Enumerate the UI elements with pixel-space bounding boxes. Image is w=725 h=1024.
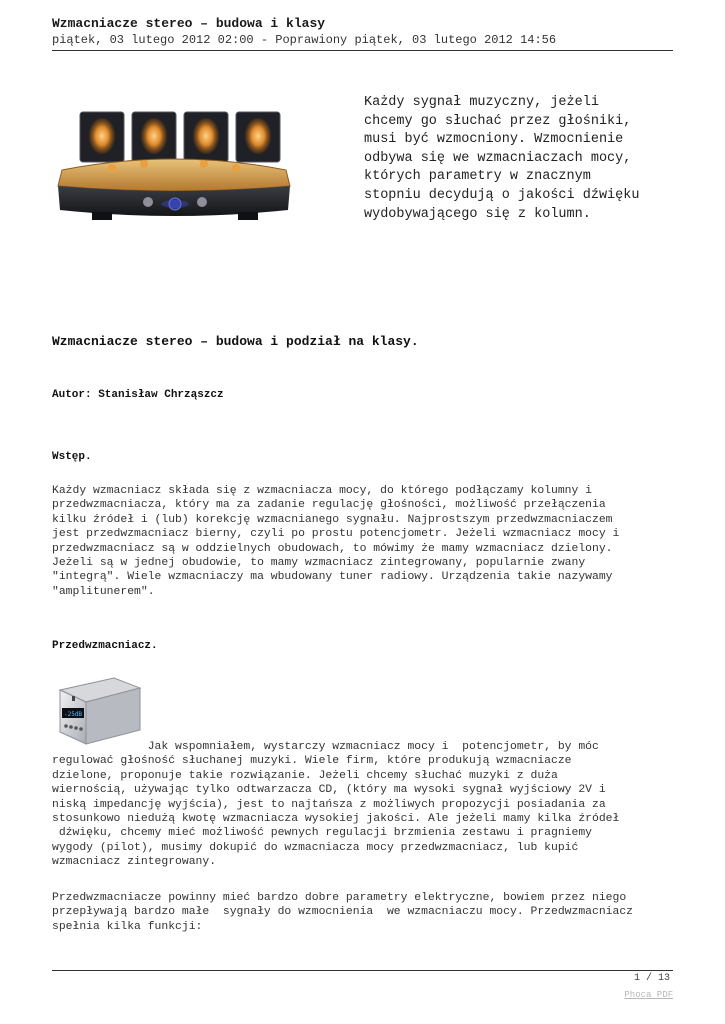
preamp-display-text: -25dB bbox=[63, 711, 83, 718]
phoca-pdf-link[interactable]: Phoca PDF bbox=[624, 990, 673, 1000]
document-date-line: piątek, 03 lutego 2012 02:00 - Poprawiony piątek, 03 lutego 2012 14:56 bbox=[52, 33, 557, 47]
preamplifier-paragraph: Jak wspomniałem, wystarczy wzmacniacz mocy i potencjometr, by móc regulować głośność słuchanej muzyki. Wiele firm, które produkują wzmacniacze dzielone, proponuje takie rozwiązanie. Jeżeli chcemy słuchać muzyki z duża wiernością, używając tylko odtwarzacza CD, (który ma wysoki sygnał wyjściowy 2V i niską impedancję wyjścia), jest to najtańsza z możliwych propozycji posiadania za stosunkowo niedużą kwotę wzmacniacza wysokiej jakości. Ale jeżeli mamy kilka źródeł dźwięku, chcemy mieć możliwość pewnych regulacji brzmienia zestawu i pragniemy wygody (pilot), musimy dokupić do wzmacniacza mocy przedwzmacniacz, lub kupić wzmacniacz zintegrowany. bbox=[52, 741, 620, 869]
tube-amplifier-image bbox=[52, 98, 296, 246]
preamplifier-functions-paragraph: Przedwzmacniacze powinny mieć bardzo dobre parametry elektryczne, bowiem przez niego przepływają bardzo małe sygnały do wzmocnienia we wzmacniaczu mocy. Przedwzmacniacz spełnia kilka funkcji: bbox=[52, 892, 634, 933]
section-heading-intro: Wstęp. bbox=[52, 451, 92, 463]
article-heading: Wzmacniacze stereo – budowa i podział na klasy. bbox=[52, 334, 419, 349]
document-title: Wzmacniacze stereo – budowa i klasy bbox=[52, 16, 326, 31]
header-divider bbox=[52, 50, 673, 51]
section-heading-preamplifier: Przedwzmacniacz. bbox=[52, 640, 158, 652]
preamplifier-image bbox=[52, 672, 142, 748]
page-number: 1 / 13 bbox=[633, 973, 670, 984]
article-author: Autor: Stanisław Chrząszcz bbox=[52, 389, 224, 401]
intro-paragraph: Każdy wzmacniacz składa się z wzmacniacza mocy, do którego podłączamy kolumny i przedwzmacniacza, który ma za zadanie regulację głośności, możliwość przełączenia kilku źródeł i (lub) korekcję wzmacnianego sygnału. Najprostszym przedwzmacniaczem jest przedwzmacniacz bierny, czyli po prostu potencjometr. Jeżeli wzmacniacz mocy i przedwzmacniacz są w oddzielnych obudowach, to mówimy że mamy wzmacniacz dzielony. Jeżeli są w jednej obudowie, to mamy wzmacniacz zintegrowany, popularnie zwany "integrą". Wiele wzmacniaczy ma wbudowany tuner radiowy. Urządzenia takie nazywamy "amplitunerem". bbox=[52, 485, 620, 598]
footer-divider bbox=[52, 970, 673, 971]
lead-paragraph: Każdy sygnał muzyczny, jeżeli chcemy go słuchać przez głośniki, musi być wzmocniony. Wzmocnienie odbywa się we wzmacniaczach mocy, których parametry w znacznym stopniu decydują o jakości dźwięku wydobywającego się z kolumn. bbox=[364, 95, 640, 222]
